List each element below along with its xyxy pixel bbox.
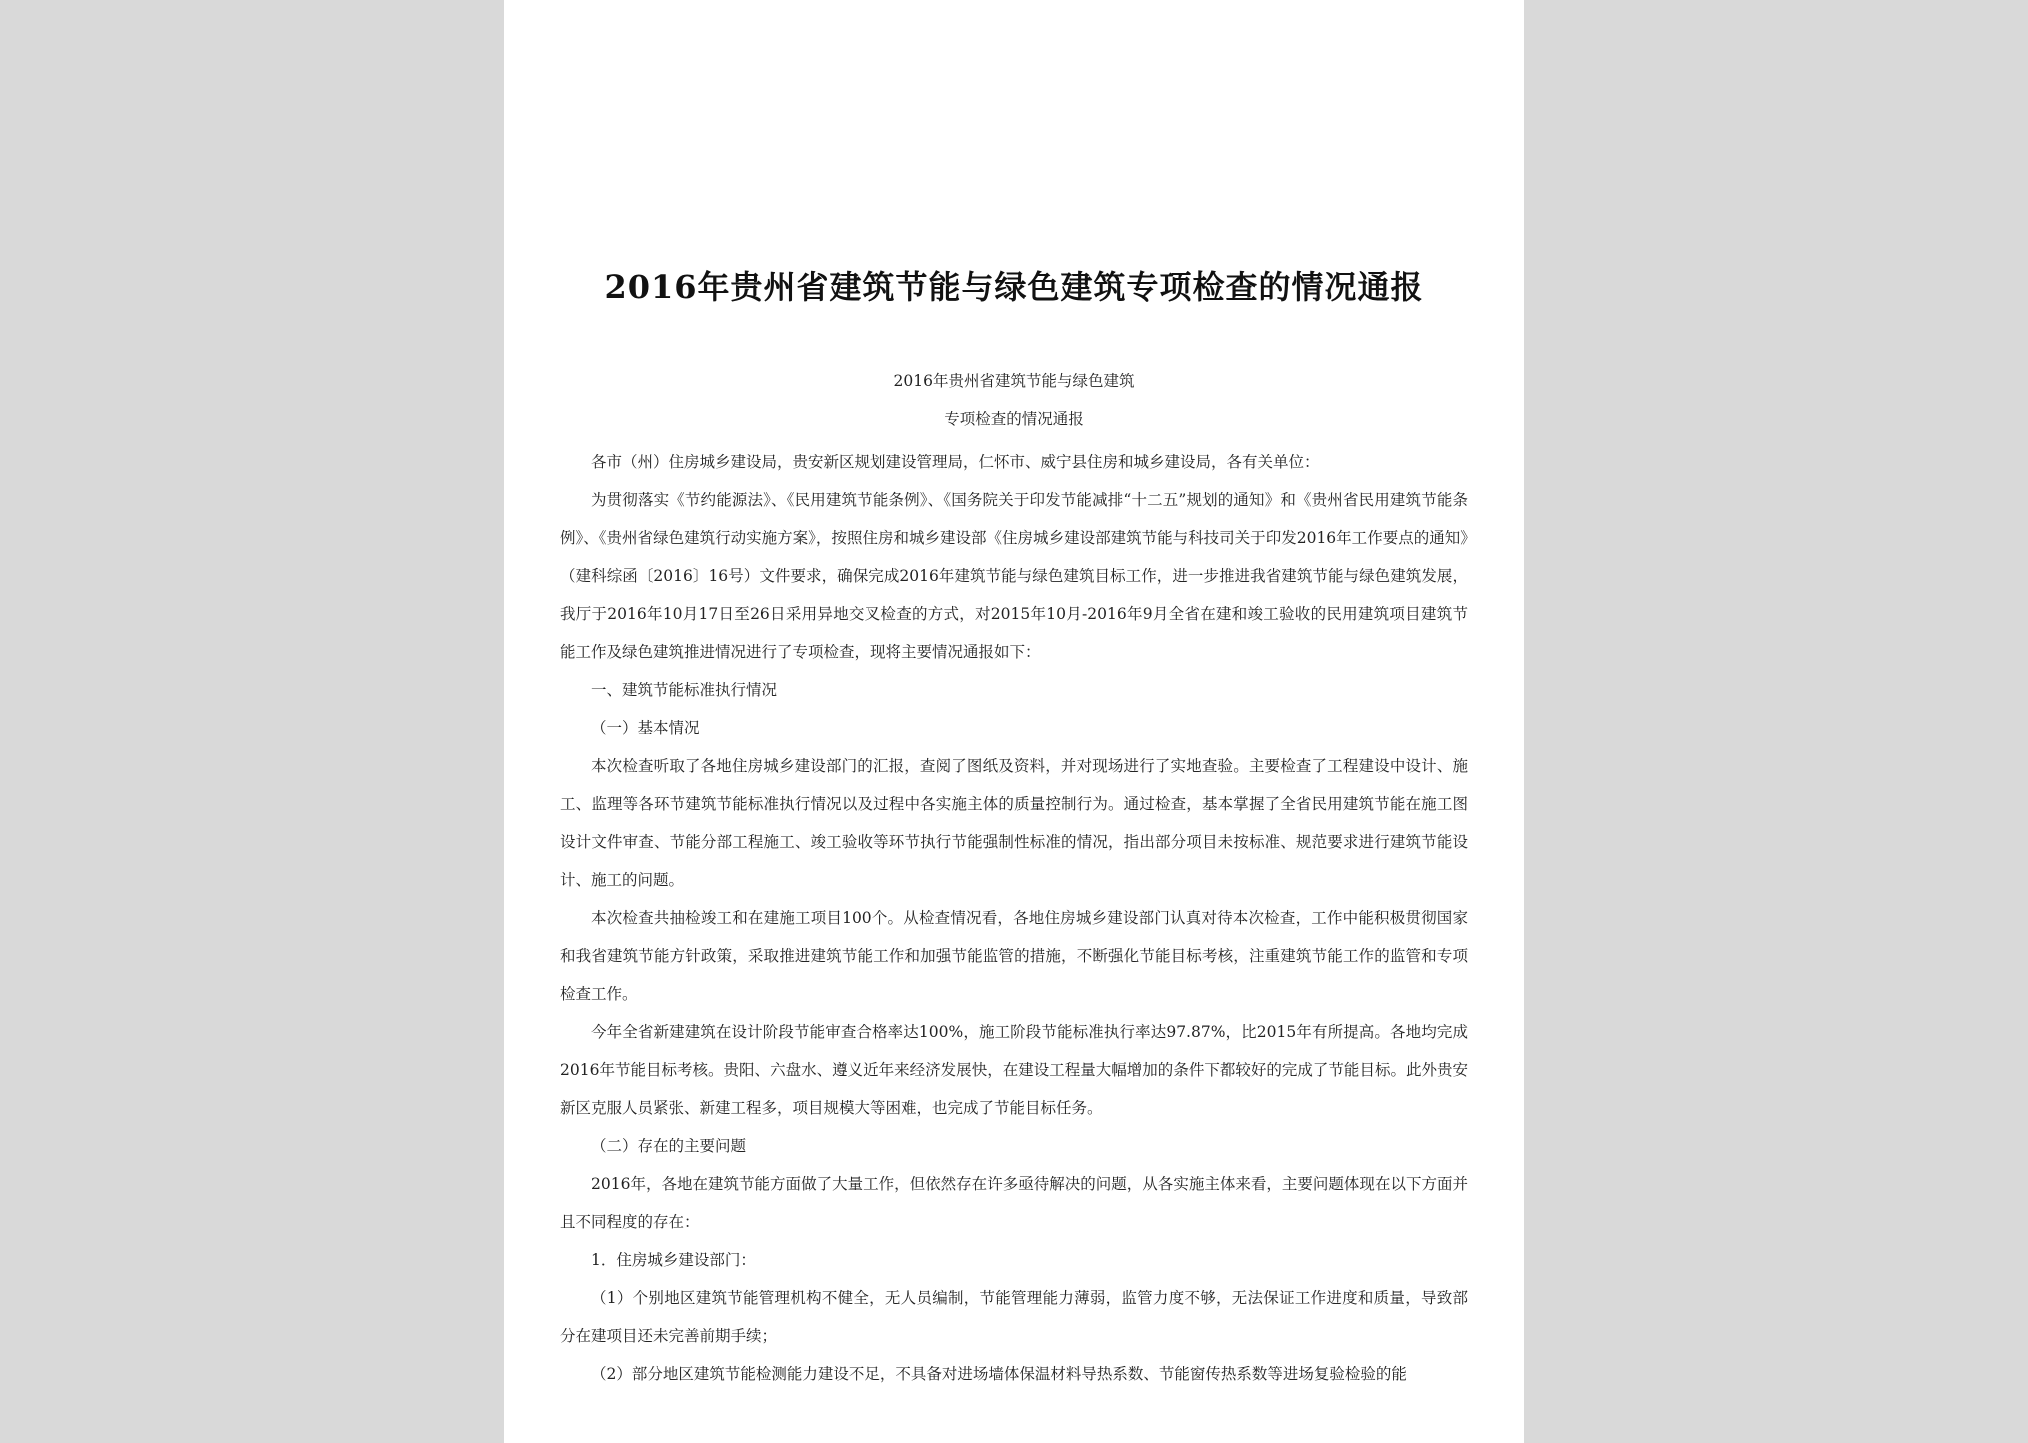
list-item: （1）个别地区建筑节能管理机构不健全，无人员编制，节能管理能力薄弱，监管力度不够，无法保证工作进度和质量，导致部分在建项目还未完善前期手续； bbox=[560, 1289, 1468, 1345]
body-paragraph: 2016年，各地在建筑节能方面做了大量工作，但依然存在许多亟待解决的问题，从各实施主体来看，主要问题体现在以下方面并且不同程度的存在： bbox=[560, 1175, 1468, 1231]
subsection-heading-basic: （一）基本情况 bbox=[591, 719, 700, 737]
document-page bbox=[504, 0, 1524, 1443]
list-heading: 1．住房城乡建设部门： bbox=[591, 1251, 756, 1269]
section-heading-1: 一、建筑节能标准执行情况 bbox=[591, 681, 778, 699]
document-title: 2016年贵州省建筑节能与绿色建筑专项检查的情况通报 bbox=[604, 268, 1424, 306]
document-subtitle-line-2: 专项检查的情况通报 bbox=[944, 410, 1084, 428]
document-subtitle-line-1: 2016年贵州省建筑节能与绿色建筑 bbox=[893, 372, 1135, 390]
document-body bbox=[560, 443, 1468, 1393]
subsection-heading-problems: （二）存在的主要问题 bbox=[591, 1137, 747, 1155]
list-item: （2）部分地区建筑节能检测能力建设不足，不具备对进场墙体保温材料导热系数、节能窗传热系数等进场复验检验的能 bbox=[591, 1365, 1407, 1383]
body-paragraph-addressees: 各市（州）住房城乡建设局，贵安新区规划建设管理局，仁怀市、威宁县住房和城乡建设局，各有关单位： bbox=[591, 453, 1320, 471]
body-paragraph-intro: 为贯彻落实《节约能源法》、《民用建筑节能条例》、《国务院关于印发节能减排“十二五”规划的通知》和《贵州省民用建筑节能条例》、《贵州省绿色建筑行动实施方案》，按照住房和城乡建设部《住房城乡建设部建筑节能与科技司关于印发2016年工作要点的通知》（建科综函〔2016〕16号）文件要求，确保完成2016年建筑节能与绿色建筑目标工作，进一步推进我省建筑节能与绿色建筑发展，我厅于2016年10月17日至26日采用异地交叉检查的方式，对2015年10月-2016年9月全省在建和竣工验收的民用建筑项目建筑节能工作及绿色建筑推进情况进行了专项检查，现将主要情况通报如下： bbox=[560, 491, 1468, 661]
body-paragraph: 本次检查听取了各地住房城乡建设部门的汇报，查阅了图纸及资料，并对现场进行了实地查验。主要检查了工程建设中设计、施工、监理等各环节建筑节能标准执行情况以及过程中各实施主体的质量控制行为。通过检查，基本掌握了全省民用建筑节能在施工图设计文件审查、节能分部工程施工、竣工验收等环节执行节能强制性标准的情况，指出部分项目未按标准、规范要求进行建筑节能设计、施工的问题。 bbox=[560, 757, 1468, 889]
body-paragraph: 本次检查共抽检竣工和在建施工项目100个。从检查情况看，各地住房城乡建设部门认真对待本次检查，工作中能积极贯彻国家和我省建筑节能方针政策，采取推进建筑节能工作和加强节能监管的措施，不断强化节能目标考核，注重建筑节能工作的监管和专项检查工作。 bbox=[560, 909, 1468, 1003]
body-paragraph: 今年全省新建建筑在设计阶段节能审查合格率达100%，施工阶段节能标准执行率达97.87%，比2015年有所提高。各地均完成2016年节能目标考核。贵阳、六盘水、遵义近年来经济发展快，在建设工程量大幅增加的条件下都较好的完成了节能目标。此外贵安新区克服人员紧张、新建工程多，项目规模大等困难，也完成了节能目标任务。 bbox=[560, 1023, 1468, 1117]
